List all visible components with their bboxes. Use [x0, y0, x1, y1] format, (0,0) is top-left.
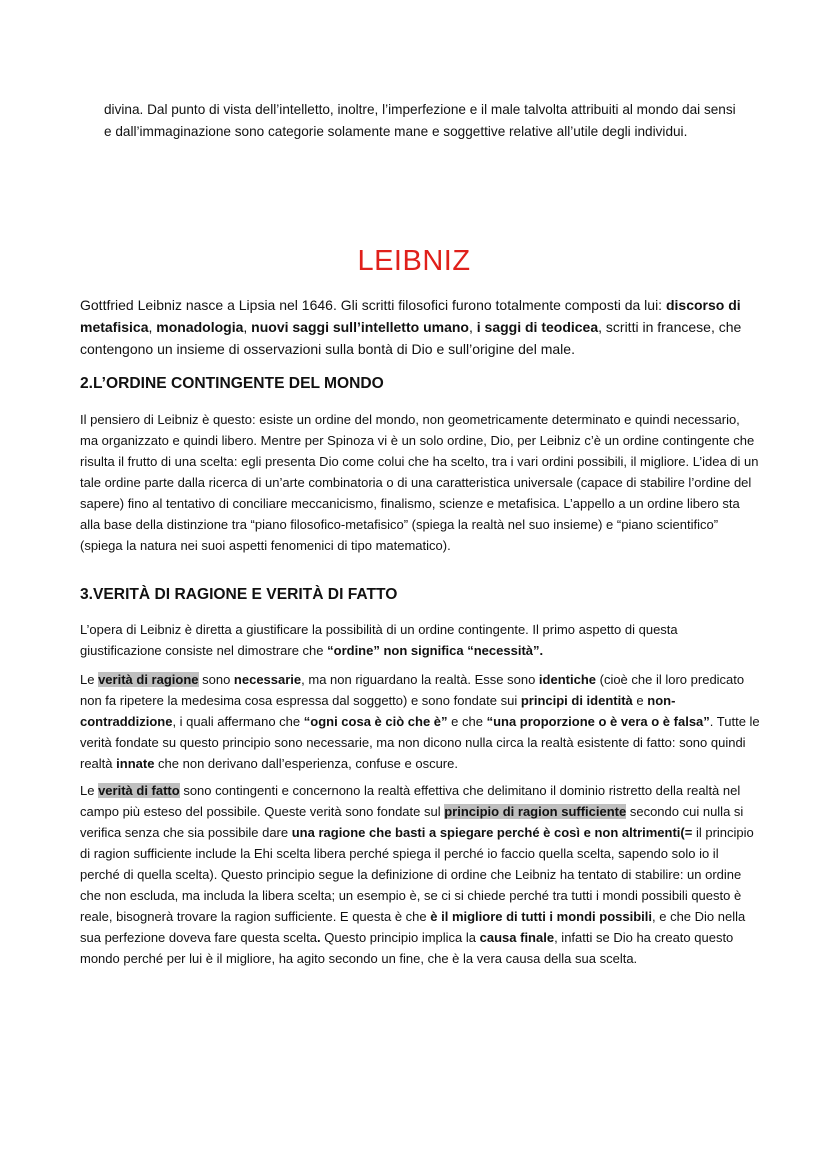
- page-title: LEIBNIZ: [357, 245, 471, 277]
- section-3-p3: [80, 780, 760, 969]
- body-text: Le: [80, 672, 99, 687]
- bold-phrase: .: [317, 930, 321, 945]
- body-text: Le: [80, 783, 99, 798]
- lead-bold-work: monadologia: [156, 319, 244, 335]
- body-text: secondo cui nulla si verifica senza che sia possibile dare: [80, 804, 744, 840]
- lead-bold-work: i saggi di teodicea: [476, 319, 599, 335]
- body-text: e che: [447, 714, 487, 729]
- section-2-paragraph: Il pensiero di Leibniz è questo: esiste un ordine del mondo, non geometricamente determinato e quindi necessario, ma organizzato e quindi libero. Mentre per Spinoza vi è un solo ordine, Dio, per Leibniz c’è un ordine contingente che risulta il frutto di una scelta: egli presenta Dio come colui che ha scelto, tra i vari ordini possibili, il migliore. L’idea di un tale ordine parte dalla ricerca di un’arte combinatoria o di una caratteristica universale (capace di stabilire l’ordine del sapere) fino al tentativo di conciliare meccanicismo, finalismo, scienze e metafisica. L’appello a un ordine libero sta alla base della distinzione tra “piano filosofico-metafisico” (spiega la realtà nel suo insieme) e “piano scientifico” (spiega la natura nei suoi aspetti fenomenici di tipo matematico).: [80, 412, 759, 553]
- bold-phrase: necessarie: [233, 672, 302, 687]
- body-text: il principio di ragion sufficiente include la Ehi scelta libera perché spiega il perché io faccio quella scelta, sapendo solo io il perché di quella scelta). Questo principio segue la definizione di ordine che Leibniz ha tentato di stabilire: un ordine che non escluda, ma includa la libera scelta; un esempio è, se ci si chiede perché tra tutti i mondi possibili questo è reale, bisognerà trovare la ragion sufficiente. E questa è che: [80, 825, 754, 924]
- body-text: (cioè che il loro predicato non fa ripetere la medesima cosa espressa dal soggetto) e sono fondate sui: [80, 672, 745, 708]
- highlighted-term: principio di ragion sufficiente: [444, 804, 627, 819]
- body-text: sono: [198, 672, 234, 687]
- bold-phrase: identiche: [538, 672, 596, 687]
- section-3-paragraph-1: [80, 619, 760, 661]
- body-text: che non derivano dall’esperienza, confuse e oscure.: [154, 756, 458, 771]
- section-2-body: [80, 409, 760, 556]
- section-3-paragraph-3: [80, 780, 760, 969]
- body-text: Questo principio implica la: [320, 930, 480, 945]
- bold-phrase: non-contraddizione: [80, 693, 676, 729]
- body-text: , i quali affermano che: [172, 714, 304, 729]
- lead-text: Gottfried Leibniz nasce a Lipsia nel 1646. Gli scritti filosofici furono totalmente composti da lui:: [80, 297, 666, 313]
- body-text: , infatti se Dio ha creato questo mondo perché per lui è il migliore, ha agito secondo un fine, che è la vera causa della sua scelta.: [80, 930, 734, 966]
- section-2-heading: 2.L’ORDINE CONTINGENTE DEL MONDO: [80, 375, 384, 392]
- body-text: e: [632, 693, 648, 708]
- lead-bold-work: discorso di metafisica: [80, 297, 741, 335]
- bold-phrase: causa finale: [479, 930, 555, 945]
- highlighted-term: verità di ragione: [98, 672, 199, 687]
- section-3-p2: [80, 669, 760, 774]
- body-text: , ma non riguardano la realtà. Esse sono: [301, 672, 539, 687]
- body-text: , e che Dio nella sua perfezione doveva fare questa scelta: [80, 909, 746, 945]
- intro-paragraph: divina. Dal punto di vista dell’intelletto, inoltre, l’imperfezione e il male talvolta attribuiti al mondo dai sensi e dall’immaginazione sono categorie solamente mane e soggettive relative all’utile degli individui.: [104, 102, 736, 139]
- lead-text: ,: [243, 319, 252, 335]
- body-text: L’opera di Leibniz è diretta a giustificare la possibilità di un ordine contingente. Il primo aspetto di questa giustificazione consiste nel dimostrare che: [80, 622, 678, 658]
- lead-bold-work: nuovi saggi sull’intelletto umano: [251, 319, 469, 335]
- body-text: sono contingenti e concernono la realtà effettiva che delimitano il dominio ristretto della realtà nel campo più esteso del possibile. Queste verità sono fondate sul: [80, 783, 741, 819]
- section-3-p1: [80, 619, 760, 661]
- highlighted-term: verità di fatto: [98, 783, 180, 798]
- lead-paragraph: [80, 294, 760, 360]
- lead-text: , scritti in francese, che contengono un insieme di osservazioni sulla bontà di Dio e sull’origine del male.: [80, 319, 742, 357]
- bold-phrase: è il migliore di tutti i mondi possibili: [430, 909, 652, 924]
- bold-phrase: innate: [116, 756, 155, 771]
- bold-phrase: “una proporzione o è vera o è falsa”: [486, 714, 710, 729]
- bold-phrase: “ordine” non significa “necessità”.: [327, 643, 544, 658]
- bold-phrase: “ogni cosa è ciò che è”: [303, 714, 448, 729]
- bold-phrase: una ragione che basti a spiegare perché è così e non altrimenti(=: [291, 825, 693, 840]
- section-3-paragraph-2: [80, 669, 760, 774]
- bold-phrase: principi di identità: [520, 693, 633, 708]
- lead-text: ,: [148, 319, 157, 335]
- body-text: . Tutte le verità fondate su questo principio sono necessarie, ma non dicono nulla circa la realtà esistente di fatto: sono quindi realtà: [80, 714, 760, 771]
- section-3-heading: 3.VERITÀ DI RAGIONE E VERITÀ DI FATTO: [80, 586, 398, 603]
- lead-text: ,: [468, 319, 477, 335]
